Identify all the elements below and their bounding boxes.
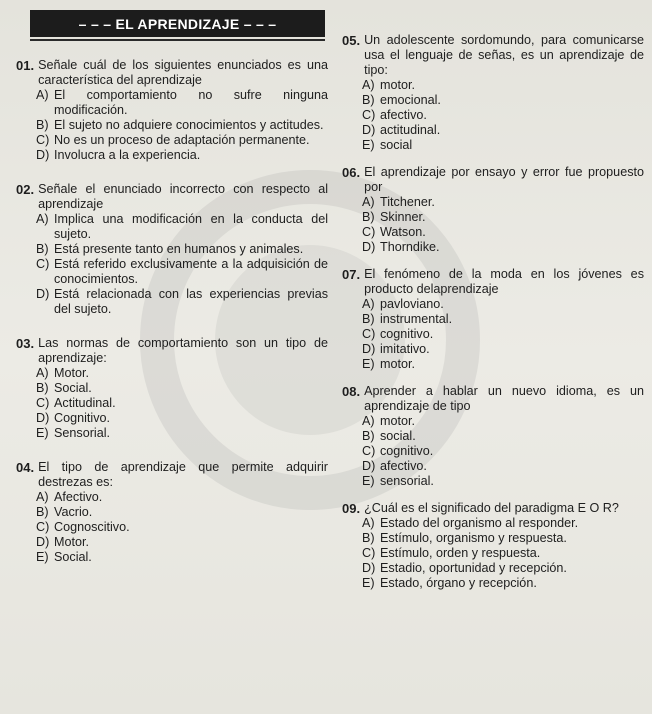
option-text: Está relacionada con las experiencias previas del sujeto. <box>54 287 328 316</box>
option-letter: B) <box>362 531 375 545</box>
option-letter: A) <box>36 212 49 226</box>
option-letter: C) <box>362 546 376 560</box>
option-text: No es un proceso de adaptación permanente. <box>54 133 310 147</box>
question-gap <box>342 491 644 501</box>
option-letter: D) <box>362 459 376 473</box>
option-text: Social. <box>54 550 92 564</box>
question-gap <box>342 257 644 267</box>
section-header <box>30 10 325 37</box>
option-letter: B) <box>36 118 49 132</box>
options-list <box>36 212 328 317</box>
question-text: Señale el enunciado incorrecto con respecto al aprendizaje <box>38 182 328 211</box>
option-letter: D) <box>36 287 50 301</box>
option-text: Thorndike. <box>380 240 440 254</box>
answer-option <box>362 561 644 576</box>
option-letter: B) <box>36 381 49 395</box>
answer-option <box>36 212 328 242</box>
option-letter: D) <box>36 148 50 162</box>
question-stem <box>342 33 644 78</box>
option-letter: A) <box>362 297 375 311</box>
answer-option <box>36 505 328 520</box>
question-text: Las normas de comportamiento son un tipo de aprendizaje: <box>38 336 328 365</box>
option-letter: E) <box>362 138 375 152</box>
answer-option <box>36 366 328 381</box>
answer-option <box>362 357 644 372</box>
question-2 <box>342 165 644 255</box>
option-letter: E) <box>362 357 375 371</box>
answer-option <box>362 576 644 591</box>
answer-option <box>362 531 644 546</box>
answer-option <box>362 474 644 489</box>
option-text: Estado, órgano y recepción. <box>380 576 537 590</box>
option-letter: C) <box>362 108 376 122</box>
option-text: sensorial. <box>380 474 434 488</box>
option-letter: C) <box>362 444 376 458</box>
question-text: El aprendizaje por ensayo y error fue propuesto por <box>364 165 644 194</box>
option-text: emocional. <box>380 93 441 107</box>
option-text: Vacrio. <box>54 505 93 519</box>
question-text: Un adolescente sordomundo, para comunicarse usa el lenguaje de señas, es un aprendizaje de tipo: <box>364 33 644 77</box>
answer-option <box>362 297 644 312</box>
options-list <box>362 78 644 153</box>
option-text: Motor. <box>54 366 89 380</box>
option-text: imitativo. <box>380 342 430 356</box>
option-letter: B) <box>36 505 49 519</box>
option-letter: C) <box>36 257 50 271</box>
option-text: instrumental. <box>380 312 453 326</box>
question-gap <box>16 443 328 460</box>
option-text: motor. <box>380 414 415 428</box>
answer-option <box>362 327 644 342</box>
answer-option <box>36 287 328 317</box>
answer-option <box>362 516 644 531</box>
option-letter: D) <box>362 240 376 254</box>
option-text: Afectivo. <box>54 490 103 504</box>
answer-option <box>36 257 328 287</box>
option-text: Estado del organismo al responder. <box>380 516 579 530</box>
question-stem <box>342 165 644 195</box>
question-stem <box>342 501 644 516</box>
option-text: cognitivo. <box>380 327 434 341</box>
question-text: El tipo de aprendizaje que permite adquirir destrezas es: <box>38 460 328 489</box>
answer-option <box>362 225 644 240</box>
options-list <box>362 195 644 255</box>
option-letter: E) <box>362 474 375 488</box>
question-number: 06. <box>342 165 361 180</box>
question-number: 09. <box>342 501 361 516</box>
question-stem <box>342 267 644 297</box>
option-letter: D) <box>362 561 376 575</box>
answer-option <box>36 520 328 535</box>
option-text: motor. <box>380 78 415 92</box>
option-letter: B) <box>362 429 375 443</box>
option-letter: A) <box>36 88 49 102</box>
question-text: Aprender a hablar un nuevo idioma, es un aprendizaje de tipo <box>364 384 644 413</box>
options-list <box>362 414 644 489</box>
option-text: Titchener. <box>380 195 435 209</box>
question-4 <box>16 460 328 565</box>
question-gap <box>16 319 328 336</box>
answer-option <box>36 148 328 163</box>
left-column <box>16 58 328 567</box>
option-text: El comportamiento no sufre ninguna modificación. <box>54 88 328 117</box>
option-text: Involucra a la experiencia. <box>54 148 201 162</box>
option-letter: B) <box>362 312 375 326</box>
options-list <box>36 366 328 441</box>
option-letter: B) <box>362 210 375 224</box>
option-letter: C) <box>36 520 50 534</box>
section-title: – – – EL APRENDIZAJE – – – <box>78 15 277 32</box>
option-letter: A) <box>362 195 375 209</box>
question-stem <box>16 182 328 212</box>
option-letter: C) <box>36 133 50 147</box>
question-text: Señale cuál de los siguientes enunciados es una característica del aprendizaje <box>38 58 328 87</box>
answer-option <box>36 535 328 550</box>
question-number: 08. <box>342 384 361 399</box>
option-text: Watson. <box>380 225 426 239</box>
options-list <box>362 516 644 591</box>
option-text: afectivo. <box>380 108 427 122</box>
answer-option <box>362 123 644 138</box>
answer-option <box>362 195 644 210</box>
option-letter: A) <box>362 516 375 530</box>
option-letter: A) <box>36 366 49 380</box>
question-stem <box>16 58 328 88</box>
option-letter: E) <box>362 576 375 590</box>
answer-option <box>36 133 328 148</box>
option-text: cognitivo. <box>380 444 434 458</box>
question-5 <box>342 501 644 591</box>
option-text: El sujeto no adquiere conocimientos y actitudes. <box>54 118 324 132</box>
options-list <box>36 490 328 565</box>
question-stem <box>16 460 328 490</box>
option-text: Sensorial. <box>54 426 111 440</box>
right-column <box>342 33 644 593</box>
answer-option <box>36 242 328 257</box>
answer-option <box>362 429 644 444</box>
question-number: 03. <box>16 336 35 351</box>
option-text: Social. <box>54 381 92 395</box>
answer-option <box>362 546 644 561</box>
answer-option <box>362 459 644 474</box>
answer-option <box>362 342 644 357</box>
option-text: Cognitivo. <box>54 411 111 425</box>
option-text: Implica una modificación en la conducta del sujeto. <box>54 212 328 241</box>
answer-option <box>362 78 644 93</box>
answer-option <box>362 444 644 459</box>
options-list <box>362 297 644 372</box>
answer-option <box>36 550 328 565</box>
answer-option <box>36 381 328 396</box>
option-letter: D) <box>36 411 50 425</box>
option-letter: D) <box>362 123 376 137</box>
option-text: Skinner. <box>380 210 426 224</box>
question-1 <box>16 58 328 163</box>
question-gap <box>342 155 644 165</box>
option-text: afectivo. <box>380 459 427 473</box>
option-text: actitudinal. <box>380 123 441 137</box>
answer-option <box>36 426 328 441</box>
option-letter: C) <box>362 327 376 341</box>
question-number: 07. <box>342 267 361 282</box>
option-text: social <box>380 138 413 152</box>
answer-option <box>362 210 644 225</box>
question-1 <box>342 33 644 153</box>
question-gap <box>16 165 328 182</box>
option-letter: E) <box>36 426 49 440</box>
question-number: 04. <box>16 460 35 475</box>
question-text: ¿Cuál es el significado del paradigma E O R? <box>364 501 619 515</box>
option-letter: E) <box>36 550 49 564</box>
answer-option <box>36 396 328 411</box>
option-text: Estadio, oportunidad y recepción. <box>380 561 567 575</box>
option-letter: C) <box>36 396 50 410</box>
option-letter: A) <box>362 414 375 428</box>
option-letter: A) <box>362 78 375 92</box>
option-text: Estímulo, orden y respuesta. <box>380 546 541 560</box>
option-text: Cognoscitivo. <box>54 520 130 534</box>
option-text: pavloviano. <box>380 297 444 311</box>
question-number: 05. <box>342 33 361 48</box>
answer-option <box>36 411 328 426</box>
option-letter: D) <box>362 342 376 356</box>
option-letter: B) <box>362 93 375 107</box>
option-text: Motor. <box>54 535 89 549</box>
question-3 <box>342 267 644 372</box>
question-text: El fenómeno de la moda en los jóvenes es producto delaprendizaje <box>364 267 644 296</box>
options-list <box>36 88 328 163</box>
answer-option <box>362 93 644 108</box>
option-text: Está referido exclusivamente a la adquisición de conocimientos. <box>54 257 328 286</box>
question-gap <box>342 374 644 384</box>
option-letter: A) <box>36 490 49 504</box>
option-text: Actitudinal. <box>54 396 116 410</box>
question-number: 01. <box>16 58 35 73</box>
question-number: 02. <box>16 182 35 197</box>
option-text: social. <box>380 429 416 443</box>
question-3 <box>16 336 328 441</box>
answer-option <box>362 108 644 123</box>
header-divider <box>30 39 325 41</box>
option-letter: D) <box>36 535 50 549</box>
answer-option <box>362 138 644 153</box>
answer-option <box>362 414 644 429</box>
answer-option <box>36 118 328 133</box>
answer-option <box>362 312 644 327</box>
question-2 <box>16 182 328 317</box>
answer-option <box>36 88 328 118</box>
answer-option <box>36 490 328 505</box>
option-letter: B) <box>36 242 49 256</box>
answer-option <box>362 240 644 255</box>
question-stem <box>342 384 644 414</box>
option-letter: C) <box>362 225 376 239</box>
option-text: Estímulo, organismo y respuesta. <box>380 531 567 545</box>
option-text: motor. <box>380 357 415 371</box>
question-stem <box>16 336 328 366</box>
option-text: Está presente tanto en humanos y animales. <box>54 242 304 256</box>
question-4 <box>342 384 644 489</box>
